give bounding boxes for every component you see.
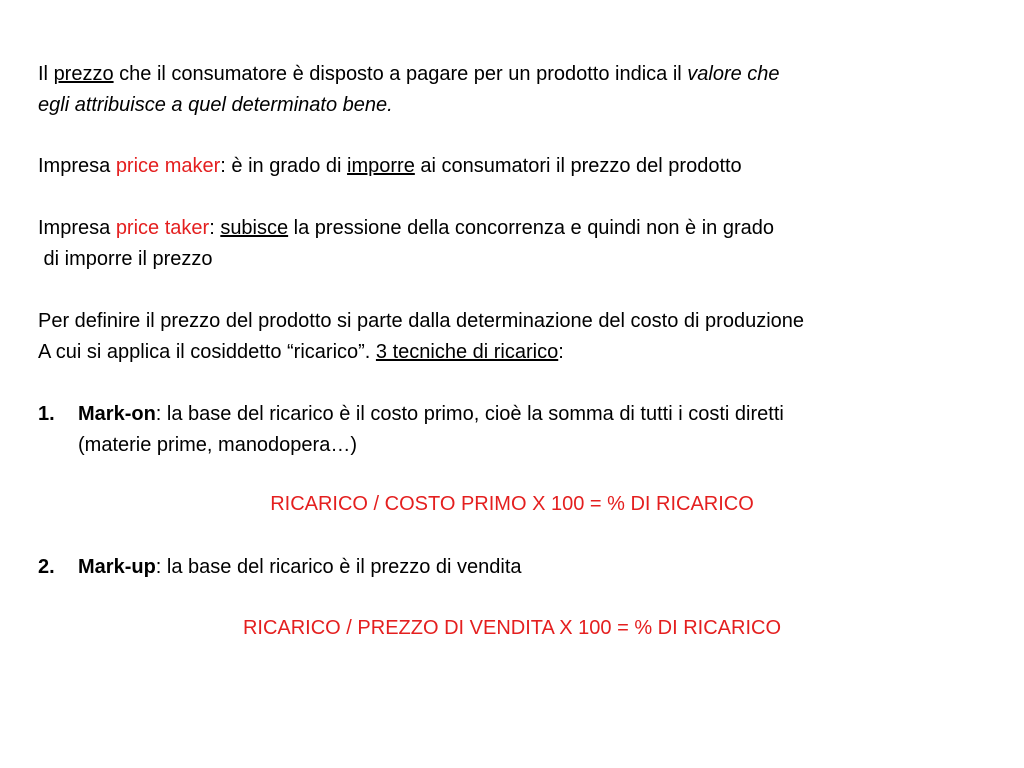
term-price-maker: price maker xyxy=(115,155,221,177)
paragraph-1-line-2: egli attribuisce a quel determinato bene. xyxy=(38,94,393,116)
term-subisce: subisce xyxy=(220,217,289,239)
term-price-taker: price taker xyxy=(115,217,210,239)
text-span: : è in grado di xyxy=(220,155,348,177)
term-prezzo: prezzo xyxy=(53,63,114,85)
paragraph-price-maker xyxy=(38,154,742,178)
paragraph-price-taker-line-2: di imporre il prezzo xyxy=(38,248,213,270)
formula-mark-up: RICARICO / PREZZO DI VENDITA X 100 = % DI RICARICO xyxy=(242,617,782,639)
text-span: Impresa xyxy=(38,217,116,239)
text-span: : la base del ricarico è il costo primo, cioè la somma di tutti i costi diretti xyxy=(155,403,784,425)
text-span: la pressione della concorrenza e quindi non è in grado xyxy=(288,217,775,239)
text-span: ai consumatori il prezzo del prodotto xyxy=(414,155,742,177)
text-span: Impresa xyxy=(38,155,116,177)
formula-mark-on: RICARICO / COSTO PRIMO X 100 = % DI RICARICO xyxy=(270,493,754,515)
list-number: 1. xyxy=(38,403,55,425)
paragraph-1-line-1 xyxy=(38,62,780,86)
paragraph-costo-line-1: Per definire il prezzo del prodotto si parte dalla determinazione del costo di produzione xyxy=(38,310,805,332)
text-span: A cui si applica il cosiddetto “ricarico”. xyxy=(38,341,376,363)
text-span: Il xyxy=(38,63,54,85)
text-span: : la base del ricarico è il prezzo di vendita xyxy=(155,556,522,578)
term-imporre: imporre xyxy=(347,155,415,177)
term-tecniche: 3 tecniche di ricarico xyxy=(375,341,559,363)
text-span: : xyxy=(209,217,221,239)
list-number: 2. xyxy=(38,556,55,578)
paragraph-price-taker-line-1 xyxy=(38,216,774,240)
term-mark-up: Mark-up xyxy=(78,556,156,578)
italic-text: valore che xyxy=(687,63,780,85)
text-span: che il consumatore è disposto a pagare per un prodotto indica il xyxy=(113,63,688,85)
list-item-mark-on xyxy=(38,402,784,426)
term-mark-on: Mark-on xyxy=(78,403,156,425)
list-item-mark-up xyxy=(38,555,522,579)
paragraph-costo-line-2 xyxy=(38,340,564,364)
text-span: : xyxy=(558,341,564,363)
list-item-mark-on-line-2: (materie prime, manodopera…) xyxy=(78,434,357,456)
